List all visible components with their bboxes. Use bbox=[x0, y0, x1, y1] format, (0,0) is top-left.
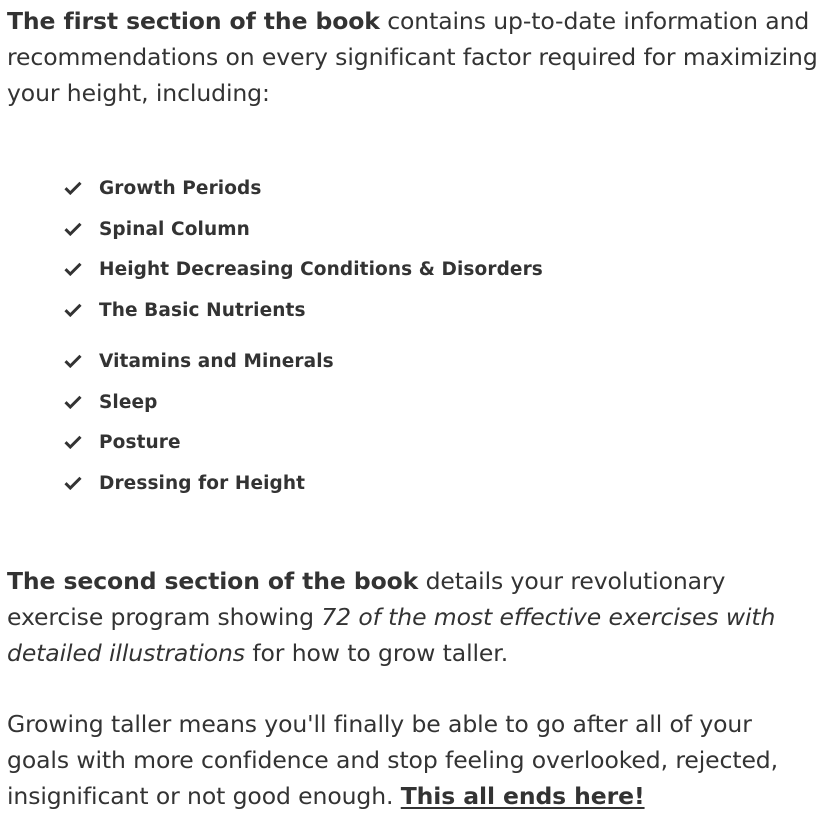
check-icon bbox=[64, 303, 82, 317]
checklist-item bbox=[64, 256, 543, 282]
checklist-item bbox=[64, 216, 250, 242]
checklist-item-label: Vitamins and Minerals bbox=[99, 350, 334, 372]
checklist-item bbox=[64, 429, 181, 455]
checklist-item bbox=[64, 297, 306, 323]
section-two-text-end: for how to grow taller. bbox=[244, 639, 509, 667]
checklist-item-label: Dressing for Height bbox=[99, 472, 306, 494]
closing-text: Growing taller means you'll finally be able to go after all of your goals with more confidence and stop feeling overlooked, rejected, insignificant or not good enough. bbox=[7, 710, 778, 810]
checklist-item bbox=[64, 470, 305, 496]
section-two-emphasis: 72 of the most effective exercises with detailed illustrations bbox=[7, 603, 776, 667]
section-two-paragraph bbox=[7, 563, 819, 671]
check-icon bbox=[64, 476, 82, 490]
ends-here-link[interactable]: This all ends here! bbox=[400, 782, 645, 810]
check-icon bbox=[64, 222, 82, 236]
checklist-item-label: Posture bbox=[99, 431, 181, 453]
check-icon bbox=[64, 395, 82, 409]
check-icon bbox=[64, 181, 82, 195]
checklist-item bbox=[64, 175, 262, 201]
section-two-text: details your revolutionary exercise program showing bbox=[7, 567, 726, 631]
section-one-text: contains up-to-date information and recommendations on every significant factor required for maximizing your height, including: bbox=[7, 7, 818, 107]
checklist-item-label: Sleep bbox=[99, 391, 158, 413]
closing-paragraph bbox=[7, 706, 819, 814]
check-icon bbox=[64, 354, 82, 368]
section-one-lead: The first section of the book bbox=[7, 7, 380, 35]
check-icon bbox=[64, 262, 82, 276]
section-two-lead: The second section of the book bbox=[7, 567, 419, 595]
checklist-item bbox=[64, 348, 334, 374]
checklist-item bbox=[64, 389, 158, 415]
checklist-item-label: Growth Periods bbox=[99, 177, 262, 199]
checklist-item-label: Height Decreasing Conditions & Disorders bbox=[99, 258, 543, 280]
checklist-item-label: Spinal Column bbox=[99, 218, 250, 240]
check-icon bbox=[64, 435, 82, 449]
section-one-paragraph bbox=[7, 3, 819, 111]
checklist-item-label: The Basic Nutrients bbox=[99, 299, 306, 321]
